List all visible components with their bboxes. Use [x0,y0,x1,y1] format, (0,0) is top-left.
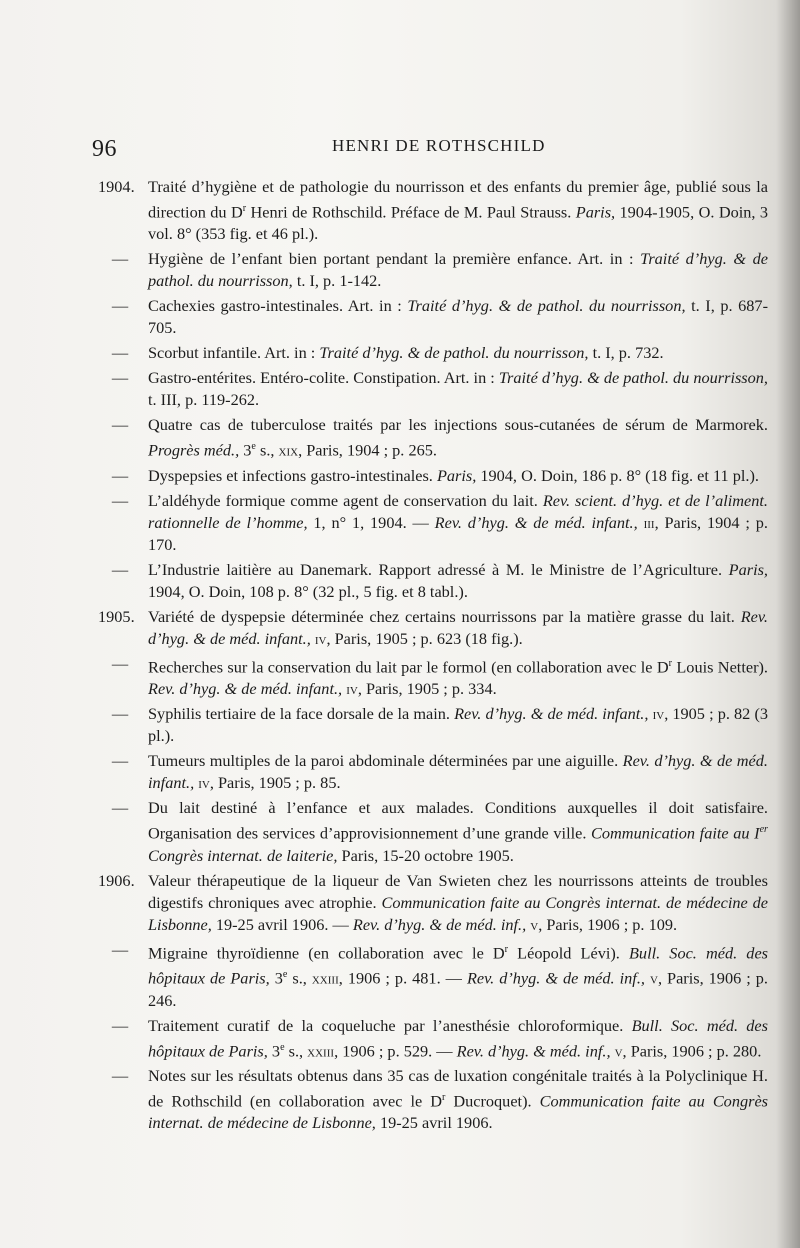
entry-text: s., [284,1040,308,1060]
citation-title: Communication faite au I [591,823,760,843]
entry-text: Dyspepsies et infections gastro-intestinales. [148,465,437,485]
citation-title: Communication faite au Congrès internat. de médecine de Lisbonne, [148,892,769,934]
bibliography-entry [98,342,768,364]
year-label: 1904. [98,177,135,196]
citation-title: Rev. d’hyg. & de méd. infant., [148,606,768,648]
ditto-dash: — [111,704,129,724]
ditto-dash: — [111,798,129,818]
citation-title: Traité d’hyg. & de pathol. du nourrisson, [148,249,768,291]
citation-title: Rev. d’hyg. & de méd. infant., [148,679,343,699]
citation-title: Rev. scient. d’hyg. et de l’aliment. rationnelle de l’homme, [148,490,768,532]
bibliography-entry [98,465,768,487]
bibliography-entry [98,1015,768,1062]
bibliography-entry [98,559,768,603]
citation-title: Bull. Soc. méd. des hôpitaux de Paris, [148,1015,768,1060]
entry-text: r [441,1091,446,1103]
entry-text: s., [255,440,279,460]
entry-text: s., [287,968,312,988]
year-label: 1906. [98,870,135,890]
citation-title: Rev. d’hyg. & de méd. inf., [352,914,527,934]
entry-text: Cachexies gastro-intestinales. Art. in : [148,296,408,316]
entry-text: , Paris, 1905 ; p. 85. [209,773,341,793]
entry-text: iv [198,773,210,793]
entry-text: e [280,1041,285,1053]
citation-title: Communication faite au Congrès internat. de médecine de Lisbonne, [148,1091,769,1133]
entry-text: Variété de dyspepsie déterminée chez certains nourrissons par la matière grasse du lait. [148,606,741,626]
entry-text: xxiii [311,968,339,988]
citation-title: Traité d’hyg. & de pathol. du nourrisson, [498,368,768,388]
bibliography-entry [98,248,768,292]
page-number: 96 [92,136,117,162]
entry-text: 3 [269,968,283,988]
entry-text: t. I, p. 687-705. [148,296,768,338]
bibliography-entry [98,750,768,794]
bibliography-entry [98,653,768,700]
entry-text: 1904, O. Doin, 186 p. 8° (18 fig. et 11 pl.). [476,465,759,485]
ditto-dash: — [111,296,129,316]
bibliography-entry [98,1065,768,1134]
entry-text: Tumeurs multiples de la paroi abdominale déterminées par une aiguille. [148,751,623,771]
entry-text: Ducroquet). [445,1091,540,1111]
ditto-dash: — [111,343,129,363]
entry-text: Louis Netter). [671,657,768,677]
citation-title: Rev. d’hyg. & de méd. inf., [466,968,645,988]
entry-text: v [530,914,539,934]
citation-title: Paris, [436,465,477,485]
entry-text: xix [278,440,299,460]
entry-text: r [242,203,247,214]
entry-text: L’aldéhyde formique comme agent de conservation du lait. [148,490,543,510]
entry-text: , Paris, 1906 ; p. 246. [148,968,768,1010]
citation-title: Bull. Soc. méd. des hôpitaux de Paris, [148,943,769,988]
year-label: 1905. [98,606,135,626]
bibliography-entry [98,367,768,411]
entry-text: iv [346,679,358,699]
entry-text: Valeur thérapeutique de la liqueur de Van Swieten chez les nourrissons atteints de troubles digestifs chroniques avec atrophie. [148,870,768,912]
entry-text: t. I, p. 732. [588,343,664,363]
bibliography-entry [98,295,768,339]
entry-text: e [251,441,256,453]
citation-title: Traité d’hyg. & de pathol. du nourrisson, [319,343,589,363]
citation-title: Rev. d’hyg. & méd. inf., [456,1040,611,1060]
entry-text: Gastro-entérites. Entéro-colite. Constipation. Art. in : [148,368,499,388]
entry-text: Henri de Rothschild. Préface de M. Paul Strauss. [246,202,576,222]
citation-title: Traité d’hyg. & de pathol. du nourrisson, [407,296,686,316]
citation-title: Rev. d’hyg. & de méd. infant., [434,512,638,532]
entry-text: , Paris, 1904 ; p. 265. [298,440,437,460]
ditto-dash: — [111,465,129,485]
entry-text: t. III, p. 119-262. [148,390,260,410]
ditto-dash: — [111,653,129,673]
bibliography-entry [98,703,768,747]
entry-text: Traité d’hygiène et de pathologie du nourrisson et des enfants du premier âge, publié sous la direction du D [148,177,768,222]
entry-text: Recherches sur la conservation du lait par le formol (en collaboration avec le D [148,657,669,677]
entry-text: e [282,969,288,981]
entry-text: iv [314,628,327,648]
entry-text: v [649,968,658,988]
entry-text: iii [643,512,655,532]
entry-text: , Paris, 1905 ; p. 623 (18 fig.). [326,628,523,648]
entry-text: Hygiène de l’enfant bien portant pendant la première enfance. Art. in : [148,249,641,269]
running-head: HENRI DE ROTHSCHILD [332,136,546,155]
citation-title: Progrès méd., [148,440,240,460]
ditto-dash: — [111,249,129,269]
entry-text: r [668,657,672,669]
entry-text: v [614,1040,623,1060]
entry-text: Syphilis tertiaire de la face dorsale de la main. [148,704,455,724]
entry-text: Notes sur les résultats obtenus dans 35 cas de luxation congénitale traités à la Polyclinique H. de Rothschild (en collaboration avec le D [148,1065,768,1111]
entry-text: Quatre cas de tuberculose traités par les injections sous-cutanées de sérum de Marmorek. [148,415,768,435]
citation-title: Congrès internat. de laiterie, [148,845,338,865]
entry-text: Traitement curatif de la coqueluche par l’anesthésie chloroformique. [148,1015,632,1035]
entry-text: , Paris, 1905 ; p. 334. [357,679,497,699]
citation-title: Paris, [575,202,616,222]
ditto-dash: — [111,939,129,959]
ditto-dash: — [111,415,129,435]
ditto-dash: — [111,1015,129,1035]
entry-text: L’Industrie laitière au Danemark. Rapport adressé à M. le Ministre de l’Agriculture. [148,559,729,579]
entry-text: 3 [267,1040,281,1060]
bibliography-entry [98,176,768,245]
entry-text: 19-25 avril 1906. — [211,914,353,934]
bibliography-entry [98,490,768,556]
entry-text: , 1906 ; p. 481. — [338,968,467,988]
bibliography-entry [98,414,768,461]
ditto-dash: — [111,368,129,388]
citation-title: er [759,824,768,836]
entry-text: r [504,943,509,955]
entry-text: t. I, p. 1-142. [292,271,382,291]
entry-text: , Paris, 1904 ; p. 170. [148,512,768,554]
bibliography-entry [98,939,768,1012]
citation-title: Paris, [728,559,768,579]
entry-text: Du lait destiné à l’enfance et aux malades. Conditions auxquelles il doit satisfaire. Organisation des services d’approvisionnement d’une grande ville. [148,798,768,843]
entry-text: iv [652,704,665,724]
bibliography-entry [98,797,768,866]
citation-title: Rev. d’hyg. & de méd. infant., [454,704,649,724]
entry-text: , Paris, 1906 ; p. 109. [538,914,678,934]
entry-text: 1, n° 1, 1904. — [307,512,435,532]
entry-text: 1904, O. Doin, 108 p. 8° (32 pl., 5 fig. et 8 tabl.). [148,581,468,601]
entry-text: 19-25 avril 1906. [375,1113,493,1133]
bibliography-list [98,176,768,1137]
entry-text: , 1906 ; p. 529. — [334,1040,457,1060]
entry-text: 1904-1905, O. Doin, 3 vol. 8° (353 fig. et 46 pl.). [148,202,769,244]
entry-text: Scorbut infantile. Art. in : [148,343,320,363]
citation-title: Rev. d’hyg. & de méd. infant., [148,751,768,793]
ditto-dash: — [111,490,129,510]
entry-text: , 1905 ; p. 82 (3 pl.). [148,704,769,746]
entry-text: 3 [239,440,252,460]
ditto-dash: — [111,1065,129,1085]
ditto-dash: — [111,751,129,771]
entry-text: , Paris, 1906 ; p. 280. [622,1040,762,1060]
entry-text: Léopold Lévi). [508,943,629,963]
ditto-dash: — [111,559,129,579]
page-header [92,130,782,166]
entry-text: Migraine thyroïdienne (en collaboration avec le D [148,943,505,963]
bibliography-entry [98,606,768,650]
bibliography-entry [98,870,768,936]
entry-text: xxiii [307,1040,335,1060]
entry-text: Paris, 15-20 octobre 1905. [337,845,514,865]
